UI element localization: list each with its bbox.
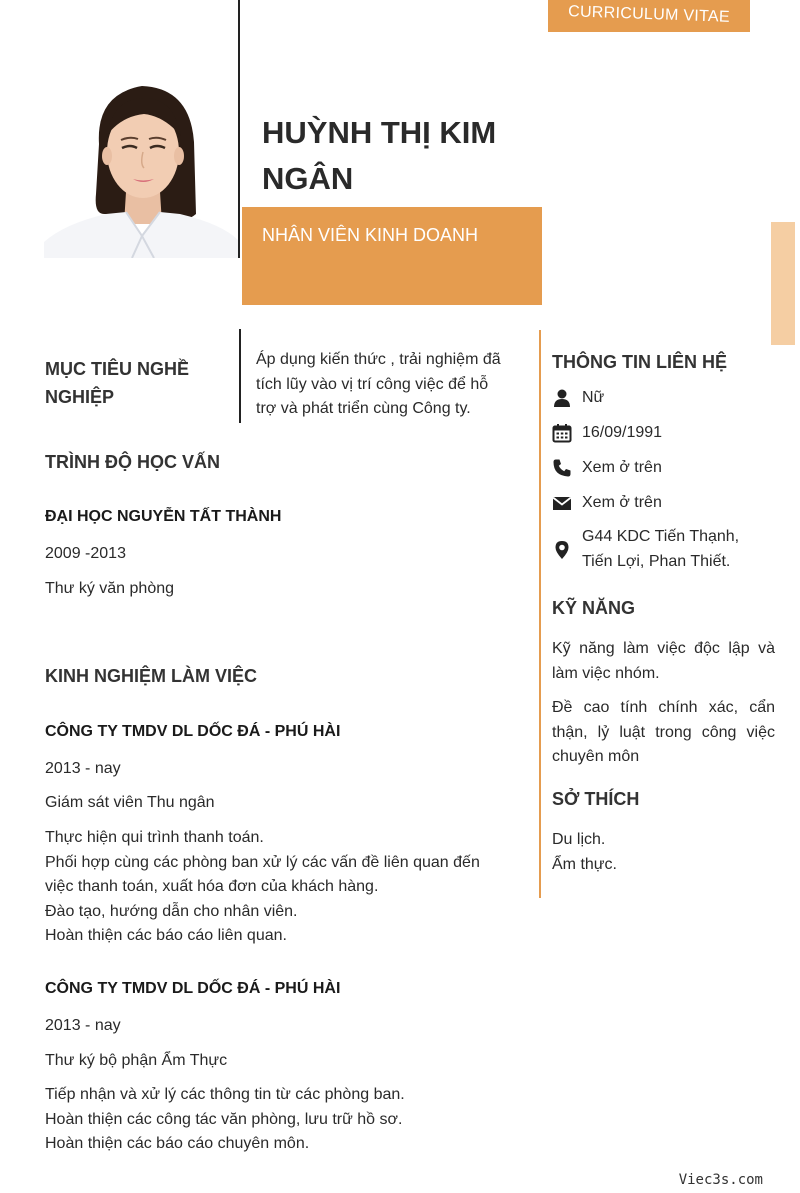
- education-school: ĐẠI HỌC NGUYỄN TẤT THÀNH: [45, 508, 282, 525]
- contact-address-value: [582, 525, 739, 574]
- skill-line: Đề cao tính chính xác, cẩn: [552, 699, 775, 716]
- education-period: 2009 -2013: [45, 545, 126, 562]
- profile-photo: [44, 64, 238, 258]
- objective-divider: [239, 329, 241, 423]
- contact-phone: [552, 456, 782, 481]
- contact-phone-value: Xem ở trên: [582, 459, 662, 476]
- cv-banner: [548, 0, 750, 32]
- hobbies-title: SỞ THÍCH: [552, 789, 640, 809]
- calendar-icon: [552, 423, 572, 443]
- objective-line: trợ và phát triển cùng Công ty.: [256, 400, 471, 417]
- contact-address: [552, 525, 782, 574]
- duty-line: Phối hợp cùng các phòng ban xử lý các vấn đề liên quan đến: [45, 853, 480, 871]
- experience-title: KINH NGHIỆM LÀM VIỆC: [45, 666, 258, 686]
- hobby-item: Du lịch.: [552, 831, 606, 848]
- address-line-1: G44 KDC Tiến Thạnh,: [582, 528, 740, 545]
- name-line-1: HUỲNH THỊ KIM: [262, 115, 497, 150]
- mail-icon: [552, 493, 572, 513]
- duty-line: Đào tạo, hướng dẫn cho nhân viên.: [45, 902, 298, 920]
- skill-line: Kỹ năng làm việc độc lập và: [552, 640, 775, 657]
- job-role: Giám sát viên Thu ngân: [45, 794, 215, 811]
- header-divider: [238, 0, 240, 258]
- objective-line: Áp dụng kiến thức , trải nghiệm đã: [256, 351, 501, 368]
- skill-line: chuyên môn: [552, 748, 640, 765]
- duty-line: Hoàn thiện các báo cáo chuyên môn.: [45, 1135, 310, 1152]
- objective-text: [256, 348, 536, 422]
- job-role: Thư ký bộ phận Ẩm Thực: [45, 1052, 228, 1069]
- duty-line: Hoàn thiện các báo cáo liên quan.: [45, 927, 287, 944]
- job-period: 2013 - nay: [45, 760, 121, 777]
- side-accent-tab: [771, 222, 795, 345]
- job-period: 2013 - nay: [45, 1017, 121, 1034]
- location-pin-icon: [552, 540, 572, 560]
- phone-icon: [552, 458, 572, 478]
- address-line-2: Tiến Lợi, Phan Thiết.: [582, 552, 731, 570]
- skill-line: thận, lỷ luật trong công việc: [552, 723, 775, 741]
- hobby-item: Ẩm thực.: [552, 855, 617, 873]
- skill-item: [552, 637, 775, 686]
- contact-dob: [552, 421, 782, 446]
- job-company: CÔNG TY TMDV DL DỐC ĐÁ - PHÚ HÀI: [45, 980, 341, 997]
- contact-email-value: Xem ở trên: [582, 494, 662, 511]
- position-title: NHÂN VIÊN KINH DOANH: [262, 225, 479, 245]
- position-box: [242, 207, 542, 305]
- candidate-name: [262, 110, 532, 202]
- duty-line: Hoàn thiện các công tác văn phòng, lưu trữ hồ sơ.: [45, 1110, 403, 1128]
- objective-line: tích lũy vào vị trí công việc để hỗ: [256, 375, 489, 393]
- skills-title: KỸ NĂNG: [552, 598, 636, 618]
- footer-brand: Viec3s.com: [678, 1172, 763, 1188]
- contact-title: THÔNG TIN LIÊN HỆ: [552, 352, 727, 372]
- job-duties: [45, 1083, 525, 1157]
- objective-title: [45, 355, 235, 411]
- objective-title-line-2: NGHIỆP: [45, 387, 115, 407]
- skill-line: làm việc nhóm.: [552, 664, 660, 682]
- contact-email: [552, 491, 782, 516]
- duty-line: Thực hiện qui trình thanh toán.: [45, 829, 264, 846]
- hobbies-list: [552, 828, 617, 877]
- job-company: CÔNG TY TMDV DL DỐC ĐÁ - PHÚ HÀI: [45, 723, 341, 740]
- education-title: TRÌNH ĐỘ HỌC VẤN: [45, 452, 220, 472]
- skill-item: [552, 696, 775, 770]
- job-duties: [45, 826, 525, 949]
- duty-line: việc thanh toán, xuất hóa đơn của khách hàng.: [45, 878, 379, 895]
- sidebar-divider: [539, 330, 541, 898]
- name-line-2: NGÂN: [262, 161, 354, 196]
- duty-line: Tiếp nhận và xử lý các thông tin từ các phòng ban.: [45, 1086, 405, 1103]
- person-icon: [552, 388, 572, 408]
- contact-gender-value: Nữ: [582, 389, 605, 406]
- education-major: Thư ký văn phòng: [45, 580, 175, 597]
- contact-dob-value: 16/09/1991: [582, 424, 663, 441]
- objective-title-line-1: MỤC TIÊU NGHỀ: [45, 359, 189, 379]
- cv-banner-label: CURRICULUM VITAE: [567, 3, 731, 26]
- contact-gender: [552, 386, 782, 411]
